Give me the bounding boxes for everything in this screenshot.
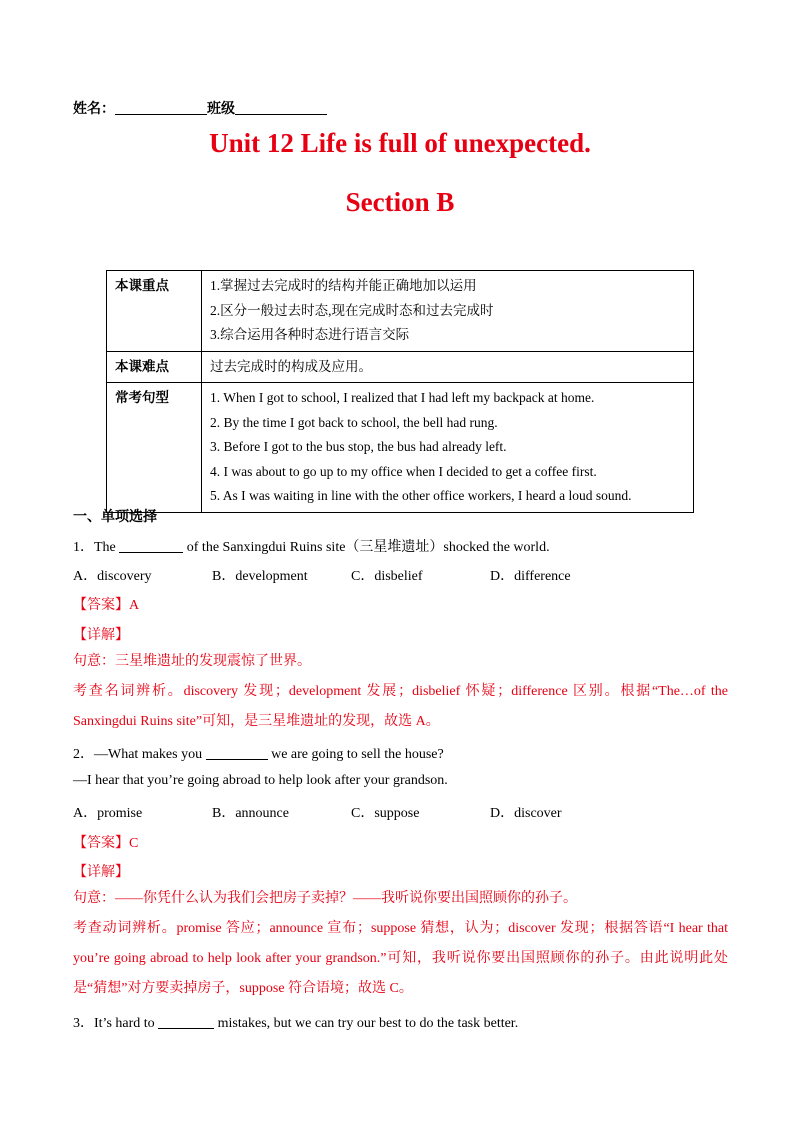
answer-blank <box>158 1014 214 1029</box>
row-label: 本课重点 <box>107 271 202 352</box>
option-a: A．promise <box>73 806 143 821</box>
answer-blank <box>206 745 268 760</box>
answer-value: C <box>129 836 139 851</box>
option-b: B．development <box>212 569 308 584</box>
question-text: The <box>94 540 120 555</box>
question-3 <box>73 1012 518 1032</box>
section-heading: 一、单项选择 <box>73 510 157 525</box>
option-b: B．announce <box>212 806 289 821</box>
sentence-line: 3. Before I got to the bus stop, the bus had already left. <box>210 439 507 454</box>
question-number: 1． <box>73 540 94 555</box>
lesson-summary-table <box>106 270 694 513</box>
question-text: —What makes you <box>94 747 206 762</box>
question-number: 3． <box>73 1016 94 1031</box>
focus-line: 2.区分一般过去时态,现在完成时态和过去完成时 <box>210 302 494 318</box>
detail-label-2: 【详解】 <box>73 865 129 880</box>
detail-label-1: 【详解】 <box>73 628 129 643</box>
question-number: 2． <box>73 747 94 762</box>
analysis-text: 考查名词辨析。discovery 发现；development 发展；disbelief 怀疑；difference 区别。根据“The…of the Sanxingdui Ruins site”可知，是三星堆遗址的发现，故选 A。 <box>73 684 728 729</box>
answer-value: A <box>129 598 140 613</box>
sentence-meaning: 句意：三星堆遗址的发现震惊了世界。 <box>73 654 311 669</box>
question-text: mistakes, but we can try our best to do the task better. <box>214 1016 519 1031</box>
focus-line: 1.掌握过去完成时的结构并能正确地加以运用 <box>210 278 477 293</box>
sentence-line: 2. By the time I got back to school, the bell had rung. <box>210 414 498 430</box>
option-a: A．discovery <box>73 569 152 584</box>
row-content <box>202 271 694 352</box>
explanation-1 <box>73 647 728 737</box>
table-row <box>107 383 694 513</box>
question-2-reply: —I hear that you’re going abroad to help look after your grandson. <box>73 773 448 788</box>
option-d: D．discover <box>490 806 562 821</box>
section-title: Section B <box>345 187 455 217</box>
explanation-2 <box>73 884 728 1004</box>
class-label: 班级 <box>207 102 235 117</box>
question-1 <box>73 536 550 556</box>
name-label: 姓名： <box>73 102 115 117</box>
sentence-line: 5. As I was waiting in line with the other office workers, I heard a loud sound. <box>210 488 632 503</box>
class-blank <box>235 100 327 115</box>
option-c: C．suppose <box>351 806 420 821</box>
answer-2 <box>73 832 138 852</box>
question-text: of the Sanxingdui Ruins site（三星堆遗址）shocked the world. <box>183 540 550 555</box>
row-content <box>202 383 694 513</box>
sentence-line: 1. When I got to school, I realized that I had left my backpack at home. <box>210 390 595 405</box>
difficulty-line: 过去完成时的构成及应用。 <box>210 358 372 374</box>
answer-1 <box>73 594 139 614</box>
table-row <box>107 351 694 383</box>
answer-blank <box>119 538 183 553</box>
row-label: 本课难点 <box>107 351 202 383</box>
focus-line: 3.综合运用各种时态进行语言交际 <box>210 327 410 342</box>
sentence-line: 4. I was about to go up to my office when I decided to get a coffee first. <box>210 463 597 479</box>
name-blank <box>115 100 207 115</box>
analysis-text: 考查动词辨析。promise 答应；announce 宣布；suppose 猜想，认为；discover 发现；根据答语“I hear that you’re going abroad to help look after your grandson.”可知，我听说你要出国照顾你的孙子。由此说明此处是“猜想”对方要卖掉房子，suppose 符合语境；故选 C。 <box>73 921 728 996</box>
answer-label: 【答案】 <box>73 598 129 613</box>
answer-label: 【答案】 <box>73 836 129 851</box>
option-d: D．difference <box>490 569 571 584</box>
unit-title: Unit 12 Life is full of unexpected. <box>209 128 591 158</box>
row-content <box>202 351 694 383</box>
option-c: C．disbelief <box>351 569 423 584</box>
row-label: 常考句型 <box>107 383 202 513</box>
question-text: we are going to sell the house? <box>267 747 444 762</box>
table-row <box>107 271 694 352</box>
question-2 <box>73 743 444 763</box>
name-class-line <box>73 98 327 118</box>
question-text: It’s hard to <box>94 1016 159 1031</box>
sentence-meaning: 句意：——你凭什么认为我们会把房子卖掉？——我听说你要出国照顾你的孙子。 <box>73 891 577 906</box>
